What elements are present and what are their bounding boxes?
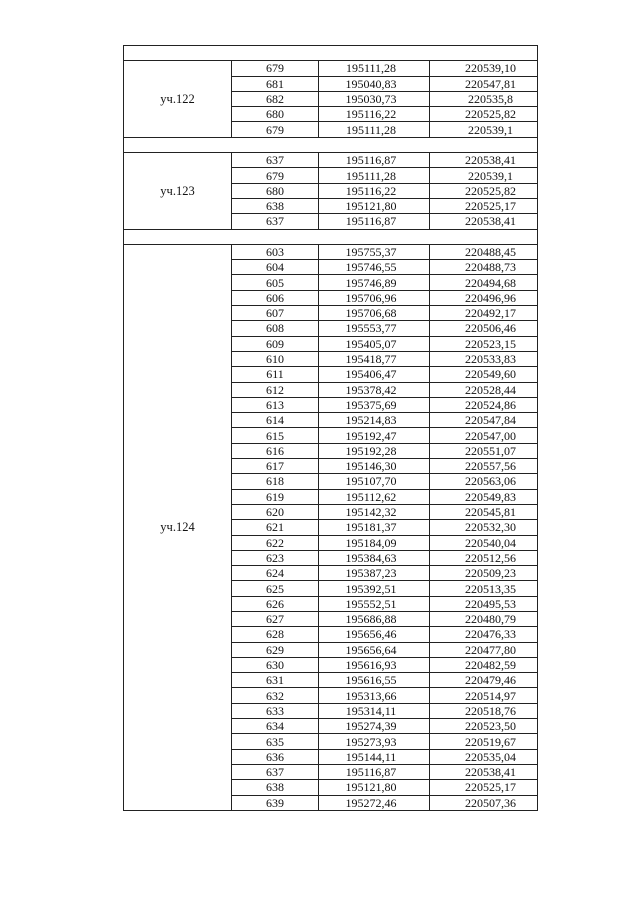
y-coordinate-cell: 220523,15 — [430, 336, 538, 351]
x-coordinate-cell: 195111,28 — [319, 61, 430, 76]
section-label: уч.123 — [124, 153, 232, 229]
y-coordinate-cell: 220488,45 — [430, 244, 538, 259]
x-coordinate-cell: 195116,22 — [319, 183, 430, 198]
table-row — [124, 153, 538, 168]
point-number-cell: 680 — [232, 107, 319, 122]
x-coordinate-cell: 195146,30 — [319, 459, 430, 474]
y-coordinate-cell: 220524,86 — [430, 397, 538, 412]
y-coordinate-cell: 220539,1 — [430, 168, 538, 183]
x-coordinate-cell: 195272,46 — [319, 795, 430, 810]
x-coordinate-cell: 195706,96 — [319, 290, 430, 305]
x-coordinate-cell: 195384,63 — [319, 550, 430, 565]
y-coordinate-cell: 220506,46 — [430, 321, 538, 336]
y-coordinate-cell: 220538,41 — [430, 153, 538, 168]
x-coordinate-cell: 195030,73 — [319, 91, 430, 106]
x-coordinate-cell: 195111,28 — [319, 168, 430, 183]
x-coordinate-cell: 195121,80 — [319, 780, 430, 795]
x-coordinate-cell: 195192,28 — [319, 443, 430, 458]
x-coordinate-cell: 195553,77 — [319, 321, 430, 336]
point-number-cell: 632 — [232, 688, 319, 703]
y-coordinate-cell: 220518,76 — [430, 703, 538, 718]
y-coordinate-cell: 220494,68 — [430, 275, 538, 290]
y-coordinate-cell: 220519,67 — [430, 734, 538, 749]
y-coordinate-cell: 220525,17 — [430, 780, 538, 795]
section-separator-row — [124, 137, 538, 152]
x-coordinate-cell: 195656,46 — [319, 627, 430, 642]
x-coordinate-cell: 195392,51 — [319, 581, 430, 596]
y-coordinate-cell: 220512,56 — [430, 550, 538, 565]
y-coordinate-cell: 220547,84 — [430, 413, 538, 428]
x-coordinate-cell: 195184,09 — [319, 535, 430, 550]
point-number-cell: 614 — [232, 413, 319, 428]
y-coordinate-cell: 220496,96 — [430, 290, 538, 305]
point-number-cell: 605 — [232, 275, 319, 290]
x-coordinate-cell: 195616,93 — [319, 657, 430, 672]
x-coordinate-cell: 195116,22 — [319, 107, 430, 122]
x-coordinate-cell: 195378,42 — [319, 382, 430, 397]
x-coordinate-cell: 195116,87 — [319, 214, 430, 229]
point-number-cell: 629 — [232, 642, 319, 657]
y-coordinate-cell: 220547,00 — [430, 428, 538, 443]
point-number-cell: 606 — [232, 290, 319, 305]
y-coordinate-cell: 220549,60 — [430, 367, 538, 382]
x-coordinate-cell: 195418,77 — [319, 351, 430, 366]
point-number-cell: 634 — [232, 719, 319, 734]
point-number-cell: 608 — [232, 321, 319, 336]
x-coordinate-cell: 195755,37 — [319, 244, 430, 259]
y-coordinate-cell: 220482,59 — [430, 657, 538, 672]
point-number-cell: 625 — [232, 581, 319, 596]
y-coordinate-cell: 220549,83 — [430, 489, 538, 504]
point-number-cell: 607 — [232, 306, 319, 321]
y-coordinate-cell: 220563,06 — [430, 474, 538, 489]
point-number-cell: 638 — [232, 780, 319, 795]
point-number-cell: 631 — [232, 673, 319, 688]
y-coordinate-cell: 220535,8 — [430, 91, 538, 106]
x-coordinate-cell: 195405,07 — [319, 336, 430, 351]
x-coordinate-cell: 195375,69 — [319, 397, 430, 412]
x-coordinate-cell: 195274,39 — [319, 719, 430, 734]
table-row — [124, 61, 538, 76]
x-coordinate-cell: 195746,89 — [319, 275, 430, 290]
x-coordinate-cell: 195040,83 — [319, 76, 430, 91]
x-coordinate-cell: 195142,32 — [319, 504, 430, 519]
table-header-cell — [124, 46, 538, 61]
point-number-cell: 635 — [232, 734, 319, 749]
x-coordinate-cell: 195111,28 — [319, 122, 430, 137]
point-number-cell: 619 — [232, 489, 319, 504]
x-coordinate-cell: 195107,70 — [319, 474, 430, 489]
y-coordinate-cell: 220539,1 — [430, 122, 538, 137]
point-number-cell: 679 — [232, 168, 319, 183]
section-label: уч.124 — [124, 244, 232, 810]
point-number-cell: 610 — [232, 351, 319, 366]
point-number-cell: 627 — [232, 611, 319, 626]
y-coordinate-cell: 220532,30 — [430, 520, 538, 535]
point-number-cell: 615 — [232, 428, 319, 443]
x-coordinate-cell: 195144,11 — [319, 749, 430, 764]
point-number-cell: 633 — [232, 703, 319, 718]
y-coordinate-cell: 220547,81 — [430, 76, 538, 91]
x-coordinate-cell: 195121,80 — [319, 198, 430, 213]
table-row — [124, 244, 538, 259]
y-coordinate-cell: 220528,44 — [430, 382, 538, 397]
y-coordinate-cell: 220514,97 — [430, 688, 538, 703]
point-number-cell: 617 — [232, 459, 319, 474]
point-number-cell: 682 — [232, 91, 319, 106]
y-coordinate-cell: 220492,17 — [430, 306, 538, 321]
x-coordinate-cell: 195116,87 — [319, 764, 430, 779]
point-number-cell: 603 — [232, 244, 319, 259]
y-coordinate-cell: 220480,79 — [430, 611, 538, 626]
point-number-cell: 618 — [232, 474, 319, 489]
y-coordinate-cell: 220495,53 — [430, 596, 538, 611]
x-coordinate-cell: 195552,51 — [319, 596, 430, 611]
y-coordinate-cell: 220525,82 — [430, 183, 538, 198]
point-number-cell: 637 — [232, 214, 319, 229]
x-coordinate-cell: 195686,88 — [319, 611, 430, 626]
y-coordinate-cell: 220525,82 — [430, 107, 538, 122]
y-coordinate-cell: 220507,36 — [430, 795, 538, 810]
point-number-cell: 628 — [232, 627, 319, 642]
point-number-cell: 616 — [232, 443, 319, 458]
point-number-cell: 630 — [232, 657, 319, 672]
section-separator-row — [124, 229, 538, 244]
y-coordinate-cell: 220540,04 — [430, 535, 538, 550]
x-coordinate-cell: 195192,47 — [319, 428, 430, 443]
y-coordinate-cell: 220476,33 — [430, 627, 538, 642]
y-coordinate-cell: 220479,46 — [430, 673, 538, 688]
point-number-cell: 621 — [232, 520, 319, 535]
point-number-cell: 604 — [232, 260, 319, 275]
x-coordinate-cell: 195656,64 — [319, 642, 430, 657]
x-coordinate-cell: 195112,62 — [319, 489, 430, 504]
section-label: уч.122 — [124, 61, 232, 137]
x-coordinate-cell: 195313,66 — [319, 688, 430, 703]
coordinates-table — [123, 45, 538, 811]
y-coordinate-cell: 220525,17 — [430, 198, 538, 213]
point-number-cell: 613 — [232, 397, 319, 412]
y-coordinate-cell: 220551,07 — [430, 443, 538, 458]
point-number-cell: 679 — [232, 122, 319, 137]
y-coordinate-cell: 220533,83 — [430, 351, 538, 366]
point-number-cell: 623 — [232, 550, 319, 565]
y-coordinate-cell: 220509,23 — [430, 566, 538, 581]
x-coordinate-cell: 195214,83 — [319, 413, 430, 428]
point-number-cell: 681 — [232, 76, 319, 91]
x-coordinate-cell: 195746,55 — [319, 260, 430, 275]
point-number-cell: 622 — [232, 535, 319, 550]
point-number-cell: 624 — [232, 566, 319, 581]
coordinates-table-body — [124, 46, 538, 811]
point-number-cell: 639 — [232, 795, 319, 810]
y-coordinate-cell: 220535,04 — [430, 749, 538, 764]
point-number-cell: 679 — [232, 61, 319, 76]
point-number-cell: 609 — [232, 336, 319, 351]
point-number-cell: 636 — [232, 749, 319, 764]
point-number-cell: 611 — [232, 367, 319, 382]
x-coordinate-cell: 195406,47 — [319, 367, 430, 382]
point-number-cell: 626 — [232, 596, 319, 611]
y-coordinate-cell: 220513,35 — [430, 581, 538, 596]
point-number-cell: 637 — [232, 153, 319, 168]
x-coordinate-cell: 195273,93 — [319, 734, 430, 749]
y-coordinate-cell: 220539,10 — [430, 61, 538, 76]
y-coordinate-cell: 220538,41 — [430, 214, 538, 229]
x-coordinate-cell: 195314,11 — [319, 703, 430, 718]
y-coordinate-cell: 220545,81 — [430, 504, 538, 519]
point-number-cell: 637 — [232, 764, 319, 779]
section-separator-cell — [124, 229, 538, 244]
point-number-cell: 638 — [232, 198, 319, 213]
y-coordinate-cell: 220523,50 — [430, 719, 538, 734]
y-coordinate-cell: 220477,80 — [430, 642, 538, 657]
y-coordinate-cell: 220488,73 — [430, 260, 538, 275]
point-number-cell: 680 — [232, 183, 319, 198]
y-coordinate-cell: 220557,56 — [430, 459, 538, 474]
point-number-cell: 612 — [232, 382, 319, 397]
x-coordinate-cell: 195387,23 — [319, 566, 430, 581]
section-separator-cell — [124, 137, 538, 152]
x-coordinate-cell: 195616,55 — [319, 673, 430, 688]
table-header-row — [124, 46, 538, 61]
y-coordinate-cell: 220538,41 — [430, 764, 538, 779]
x-coordinate-cell: 195181,37 — [319, 520, 430, 535]
point-number-cell: 620 — [232, 504, 319, 519]
x-coordinate-cell: 195116,87 — [319, 153, 430, 168]
x-coordinate-cell: 195706,68 — [319, 306, 430, 321]
